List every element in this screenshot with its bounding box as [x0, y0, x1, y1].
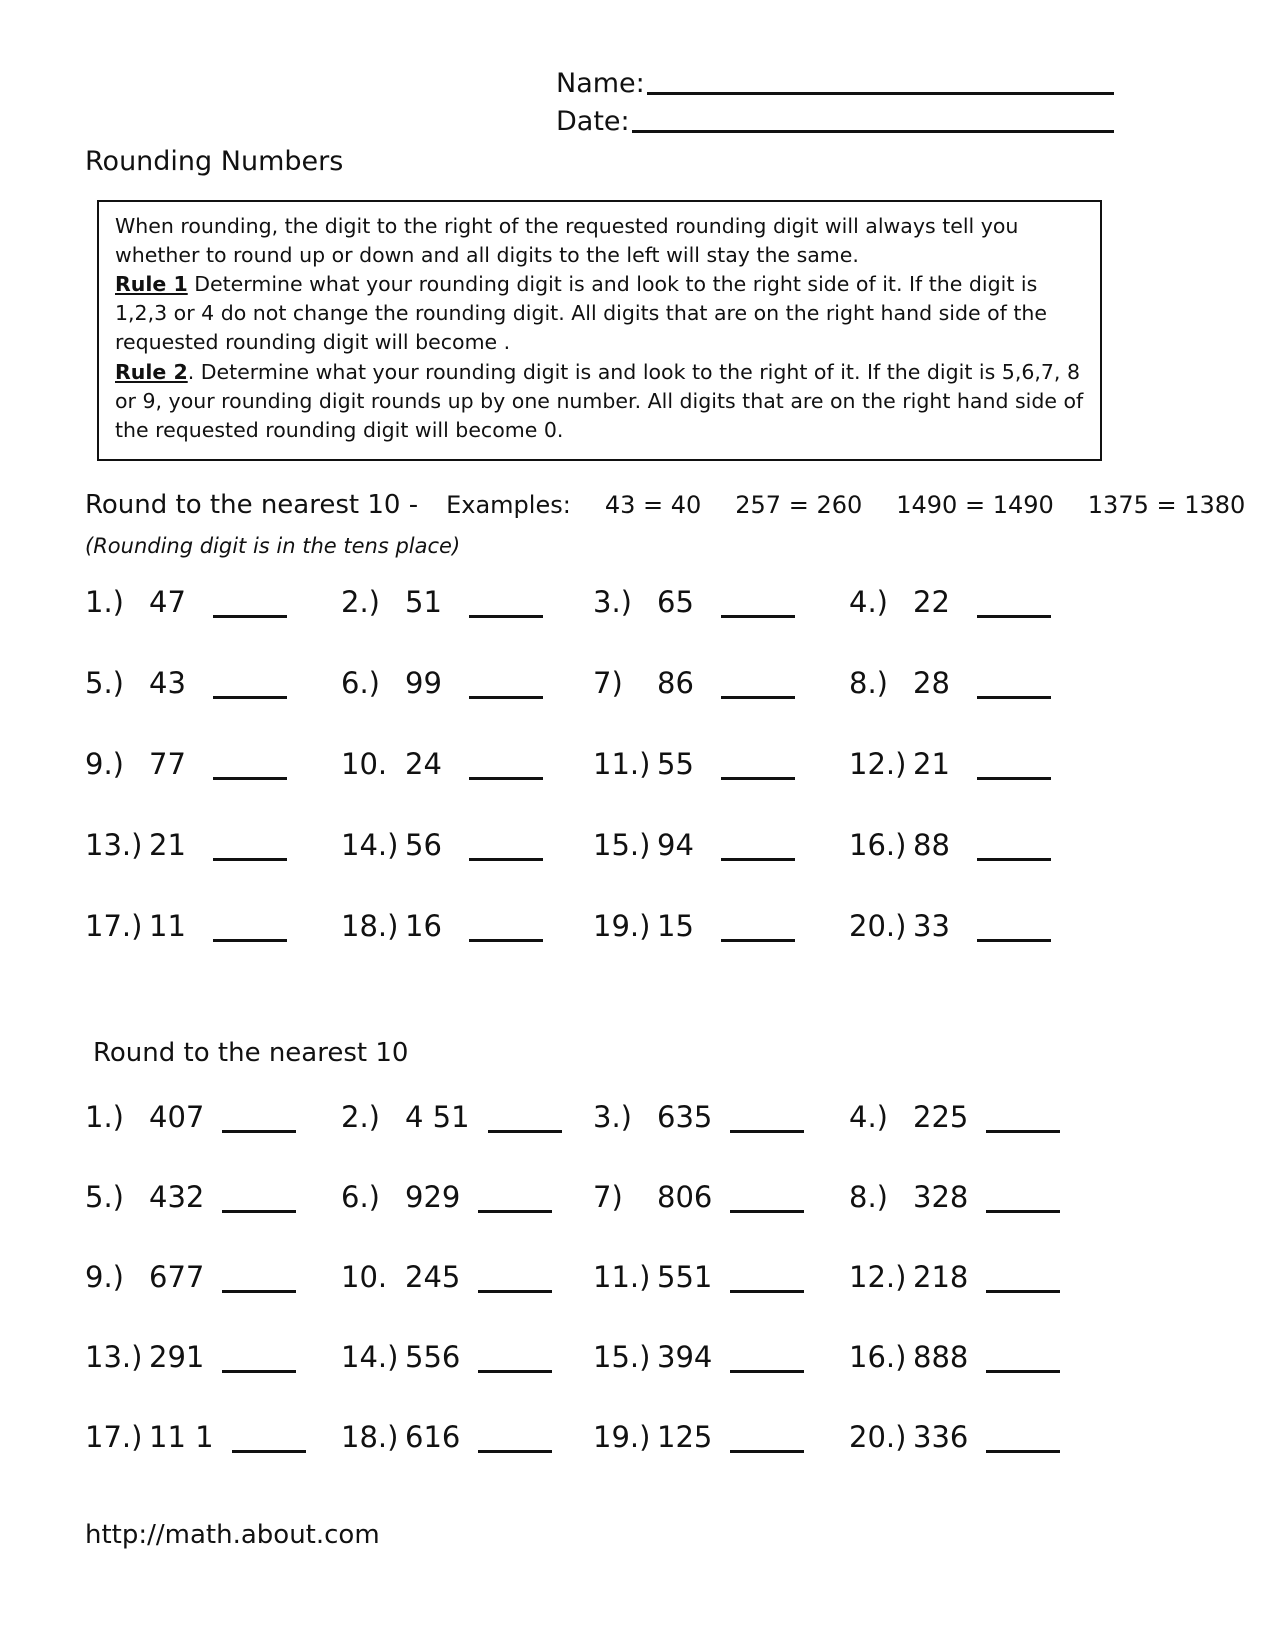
problem-number: 9.) — [85, 1260, 124, 1294]
problem-item — [593, 585, 849, 666]
rules-intro: When rounding, the digit to the right of the requested rounding digit will always tell you whether to round up or down and all digits to the left will stay the same. — [115, 214, 1019, 268]
problem-item — [849, 747, 1200, 828]
problem-value: 328 — [913, 1180, 969, 1214]
problem-item — [85, 1100, 341, 1180]
problem-item — [849, 1340, 1200, 1420]
answer-blank[interactable] — [222, 1209, 296, 1213]
problem-value: 28 — [913, 666, 950, 700]
problem-value: 51 — [405, 585, 442, 619]
problem-item — [341, 747, 593, 828]
problem-value: 21 — [149, 828, 186, 862]
example-item: 257 = 260 — [735, 491, 863, 519]
answer-blank[interactable] — [469, 695, 543, 699]
answer-blank[interactable] — [721, 776, 795, 780]
problem-item — [849, 828, 1200, 909]
example-item: 1375 = 1380 — [1087, 491, 1246, 519]
answer-blank[interactable] — [721, 614, 795, 618]
problem-number: 17.) — [85, 1420, 143, 1454]
problem-number: 1.) — [85, 1100, 124, 1134]
answer-blank[interactable] — [977, 857, 1051, 861]
problem-value: 24 — [405, 747, 442, 781]
rule-1-text: Determine what your rounding digit is and look to the right side of it. If the digit is 1,2,3 or 4 do not change the rounding digit. All digits that are on the right hand side of the requested rounding digit will become . — [115, 272, 1048, 355]
problem-item — [85, 585, 341, 666]
problem-value: 11 1 — [149, 1420, 214, 1454]
problem-item — [85, 1420, 341, 1500]
problem-value: 99 — [405, 666, 442, 700]
problem-number: 11.) — [593, 1260, 651, 1294]
answer-blank[interactable] — [986, 1369, 1060, 1373]
problem-number: 5.) — [85, 666, 124, 700]
problem-item — [593, 1340, 849, 1420]
problem-number: 7) — [593, 666, 623, 700]
problem-item — [593, 666, 849, 747]
problem-value: 432 — [149, 1180, 205, 1214]
answer-blank[interactable] — [986, 1209, 1060, 1213]
problem-number: 2.) — [341, 1100, 380, 1134]
answer-blank[interactable] — [469, 614, 543, 618]
problem-item — [341, 1420, 593, 1500]
problem-value: 125 — [657, 1420, 713, 1454]
answer-blank[interactable] — [222, 1369, 296, 1373]
problem-item — [341, 1260, 593, 1340]
date-label: Date: — [556, 105, 630, 137]
name-date-block — [556, 60, 1114, 136]
problem-number: 4.) — [849, 1100, 888, 1134]
answer-blank[interactable] — [730, 1369, 804, 1373]
section-1-problem-grid — [85, 585, 1200, 990]
problem-item — [341, 585, 593, 666]
problem-item — [849, 909, 1200, 990]
problem-value: 291 — [149, 1340, 205, 1374]
problem-item — [593, 1420, 849, 1500]
problem-number: 11.) — [593, 747, 651, 781]
rules-box — [97, 200, 1102, 461]
problem-item — [85, 666, 341, 747]
answer-blank[interactable] — [730, 1209, 804, 1213]
problem-number: 20.) — [849, 1420, 907, 1454]
rule-1-label: Rule 1 — [115, 272, 188, 297]
problem-value: 86 — [657, 666, 694, 700]
problem-number: 2.) — [341, 585, 380, 619]
problem-number: 15.) — [593, 828, 651, 862]
problem-value: 394 — [657, 1340, 713, 1374]
problem-number: 18.) — [341, 909, 399, 943]
problem-number: 13.) — [85, 1340, 143, 1374]
problem-number: 6.) — [341, 1180, 380, 1214]
problem-value: 635 — [657, 1100, 713, 1134]
problem-value: 929 — [405, 1180, 461, 1214]
problem-value: 47 — [149, 585, 186, 619]
examples-label: Examples: — [446, 491, 571, 519]
answer-blank[interactable] — [488, 1129, 562, 1133]
problem-value: 21 — [913, 747, 950, 781]
problem-number: 8.) — [849, 1180, 888, 1214]
problem-number: 12.) — [849, 747, 907, 781]
problem-value: 11 — [149, 909, 186, 943]
answer-blank[interactable] — [478, 1449, 552, 1453]
example-item: 43 = 40 — [604, 491, 702, 519]
problem-item — [341, 828, 593, 909]
problem-value: 616 — [405, 1420, 461, 1454]
problem-number: 3.) — [593, 1100, 632, 1134]
section-1-heading-row — [85, 490, 1245, 520]
problem-value: 888 — [913, 1340, 969, 1374]
problem-value: 245 — [405, 1260, 461, 1294]
rule-2-text: . Determine what your rounding digit is and look to the right of it. If the digit is 5,6,7, 8 or 9, your rounding digit rounds up by one number. All digits that are on the right hand side of the requested rounding digit will become 0. — [115, 359, 1084, 442]
problem-number: 14.) — [341, 828, 399, 862]
answer-blank[interactable] — [222, 1129, 296, 1133]
problem-value: 551 — [657, 1260, 713, 1294]
problem-item — [849, 1180, 1200, 1260]
answer-blank[interactable] — [213, 938, 287, 942]
footer-url: http://math.about.com — [85, 1520, 380, 1550]
problem-value: 556 — [405, 1340, 461, 1374]
problem-item — [341, 1180, 593, 1260]
problem-value: 33 — [913, 909, 950, 943]
problem-item — [849, 666, 1200, 747]
problem-number: 1.) — [85, 585, 124, 619]
problem-item — [85, 909, 341, 990]
problem-number: 12.) — [849, 1260, 907, 1294]
problem-number: 14.) — [341, 1340, 399, 1374]
answer-blank[interactable] — [721, 695, 795, 699]
problem-item — [85, 1340, 341, 1420]
problem-item — [341, 909, 593, 990]
problem-number: 19.) — [593, 1420, 651, 1454]
rule-2 — [115, 358, 1084, 445]
problem-number: 9.) — [85, 747, 124, 781]
problem-value: 16 — [405, 909, 442, 943]
problem-item — [849, 1260, 1200, 1340]
section-1-subtitle: (Rounding digit is in the tens place) — [85, 534, 461, 558]
problem-value: 15 — [657, 909, 694, 943]
answer-blank[interactable] — [730, 1289, 804, 1293]
answer-blank[interactable] — [213, 614, 287, 618]
date-row — [556, 98, 1114, 136]
answer-blank[interactable] — [977, 695, 1051, 699]
answer-blank[interactable] — [478, 1289, 552, 1293]
problem-value: 22 — [913, 585, 950, 619]
answer-blank[interactable] — [213, 695, 287, 699]
problem-value: 218 — [913, 1260, 969, 1294]
problem-value: 336 — [913, 1420, 969, 1454]
problem-number: 18.) — [341, 1420, 399, 1454]
problem-item — [341, 1100, 593, 1180]
problem-item — [85, 1180, 341, 1260]
answer-blank[interactable] — [222, 1289, 296, 1293]
answer-blank[interactable] — [730, 1449, 804, 1453]
answer-blank[interactable] — [478, 1369, 552, 1373]
answer-blank[interactable] — [213, 776, 287, 780]
problem-number: 13.) — [85, 828, 143, 862]
problem-item — [593, 1100, 849, 1180]
problem-item — [85, 747, 341, 828]
problem-item — [593, 1260, 849, 1340]
problem-item — [593, 747, 849, 828]
answer-blank[interactable] — [977, 938, 1051, 942]
problem-number: 20.) — [849, 909, 907, 943]
problem-item — [849, 1420, 1200, 1500]
problem-value: 56 — [405, 828, 442, 862]
answer-blank[interactable] — [986, 1289, 1060, 1293]
problem-item — [593, 828, 849, 909]
problem-item — [341, 1340, 593, 1420]
answer-blank[interactable] — [977, 776, 1051, 780]
answer-blank[interactable] — [213, 857, 287, 861]
answer-blank[interactable] — [469, 776, 543, 780]
answer-blank[interactable] — [478, 1209, 552, 1213]
rule-2-label: Rule 2 — [115, 359, 188, 384]
section-2-title: Round to the nearest 10 — [93, 1038, 409, 1068]
problem-value: 94 — [657, 828, 694, 862]
problem-value: 55 — [657, 747, 694, 781]
name-row — [556, 60, 1114, 98]
example-item: 1490 = 1490 — [896, 491, 1054, 519]
answer-blank[interactable] — [986, 1129, 1060, 1133]
answer-blank[interactable] — [730, 1129, 804, 1133]
problem-number: 7) — [593, 1180, 623, 1214]
problem-number: 19.) — [593, 909, 651, 943]
answer-blank[interactable] — [721, 938, 795, 942]
problem-number: 5.) — [85, 1180, 124, 1214]
problem-number: 8.) — [849, 666, 888, 700]
problem-value: 677 — [149, 1260, 205, 1294]
problem-number: 16.) — [849, 1340, 907, 1374]
problem-value: 806 — [657, 1180, 713, 1214]
problem-item — [593, 909, 849, 990]
problem-item — [593, 1180, 849, 1260]
problem-item — [341, 666, 593, 747]
problem-number: 3.) — [593, 585, 632, 619]
problem-number: 17.) — [85, 909, 143, 943]
problem-item — [849, 1100, 1200, 1180]
name-write-line[interactable] — [647, 92, 1114, 95]
answer-blank[interactable] — [232, 1449, 306, 1453]
section-1-title: Round to the nearest 10 - — [85, 490, 419, 520]
problem-value: 43 — [149, 666, 186, 700]
problem-item — [85, 1260, 341, 1340]
problem-number: 10. — [341, 747, 388, 781]
problem-item — [849, 585, 1200, 666]
answer-blank[interactable] — [721, 857, 795, 861]
answer-blank[interactable] — [986, 1449, 1060, 1453]
name-label: Name: — [556, 67, 645, 99]
problem-number: 16.) — [849, 828, 907, 862]
problem-item — [85, 828, 341, 909]
problem-number: 6.) — [341, 666, 380, 700]
page-title: Rounding Numbers — [85, 146, 344, 177]
problem-number: 15.) — [593, 1340, 651, 1374]
problem-number: 4.) — [849, 585, 888, 619]
section-2-problem-grid — [85, 1100, 1200, 1500]
problem-value: 407 — [149, 1100, 205, 1134]
problem-value: 225 — [913, 1100, 969, 1134]
problem-value: 4 51 — [405, 1100, 470, 1134]
answer-blank[interactable] — [469, 857, 543, 861]
problem-value: 77 — [149, 747, 186, 781]
rule-1 — [115, 270, 1084, 357]
problem-number: 10. — [341, 1260, 388, 1294]
date-write-line[interactable] — [632, 130, 1114, 133]
problem-value: 65 — [657, 585, 694, 619]
answer-blank[interactable] — [469, 938, 543, 942]
answer-blank[interactable] — [977, 614, 1051, 618]
problem-value: 88 — [913, 828, 950, 862]
